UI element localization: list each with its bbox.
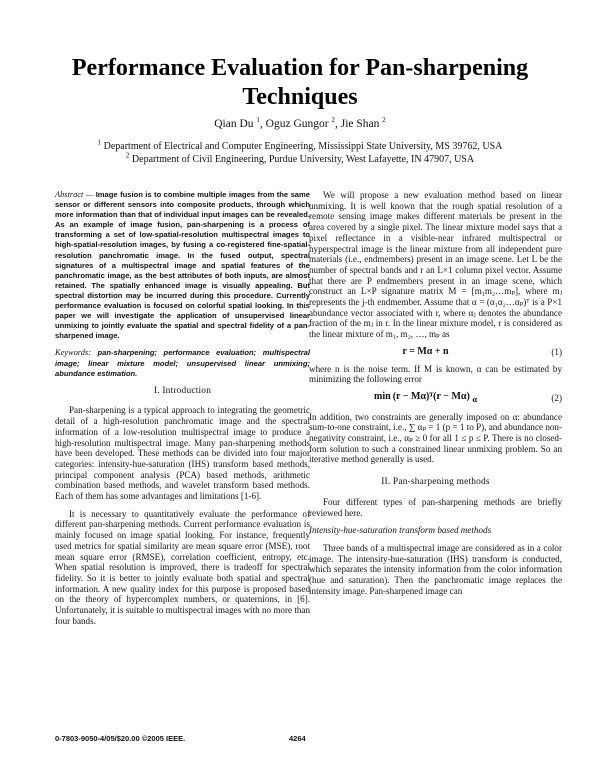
author-name: Oguz Gungor (265, 118, 329, 130)
left-column (55, 190, 310, 633)
paragraph: Four different types of pan-sharpening methods are briefly reviewed here. (309, 496, 562, 518)
right-column (309, 190, 562, 604)
author-name: Qian Du (214, 118, 254, 130)
equation-subscript: α (472, 394, 477, 404)
equation-number: (2) (551, 393, 562, 404)
title-line-1: Performance Evaluation for Pan-sharpening (71, 55, 529, 81)
author-affil-mark: 2 (382, 116, 386, 125)
paragraph: It is necessary to quantitatively evaluate the performance of different pan-sharpening methods. Current performance evaluation is mainly focused on image spatial looking. For instance, frequently used metrics for spatial similarity are mean square error (MSE), root mean square error (RMSE), correlation coefficient, entropy, etc. When spatial resolution is improved, there is tradeoff for spectral fidelity. So it is better to jointly evaluate both spatial and spectral information. A new quality index for this purpose is proposed based on the theory of hypercomplex numbers, or quaternions, in [6]. Unfortunately, it is suitable to multispectral images with no more than four bands. (55, 508, 310, 626)
paper-title (40, 54, 560, 112)
title-line-2: Techniques (242, 84, 358, 110)
paragraph: Three bands of a multispectral image are considered as in a color image. The intensity-hue-saturation (IHS) transform is conducted, which separates the intensity information from the color information (hue and saturation). Then the panchromatic image replaces the intensity image. Pan-sharpened image can (309, 542, 562, 596)
keywords (55, 348, 310, 378)
page-number: 4264 (289, 734, 306, 743)
affiliation-text: Department of Electrical and Computer Engineering, Mississippi State University, MS 39762, USA (103, 141, 503, 152)
affiliation-mark: 2 (125, 151, 130, 160)
copyright-footer: 0-7803-9050-4/05/$20.00 ©2005 IEEE. (55, 734, 186, 743)
keywords-lead: Keywords: (55, 348, 91, 358)
affiliation-text: Department of Civil Engineering, Purdue University, West Lafayette, IN 47907, USA (131, 154, 475, 165)
keywords-text: pan-sharpening; performance evaluation; multispectral image; linear mixture model; unsupervised linear unmixing; abundance estimation. (55, 348, 310, 378)
equation-number: (1) (551, 346, 562, 357)
affiliation-1 (30, 138, 570, 153)
author-name: Jie Shan (340, 118, 380, 130)
author-affil-mark: 1 (256, 116, 260, 125)
section-heading-methods: II. Pan-sharpening methods (381, 477, 490, 488)
abstract-text: Image fusion is to combine multiple images from the same sensor or different sensors into composite products, through which more information than that of individual input images can be revealed. As an example of image fusion, pan-sharpening is a process of transforming a set of low-spatial-resolution multispectral images to high-spatial-resolution images, by fusing a co-registered fine-spatial-resolution panchromatic image. In the fused output, spectral signatures of a multispectral image and spatial features of the panchromatic image, as the best attributes of both inputs, are almost retained. The spatially enhanced image is visually appealing. But spectral distortion may be incurred during this procedure. Currently performance evaluation is focused on colorful spatial looking. In this paper we will investigate the application of unsupervised linear unmixing to jointly evaluate the spatial and spectral fidelity of a pan-sharpened image. (55, 190, 310, 341)
equation-body: r = Mα + n (402, 345, 449, 357)
paragraph: Pan-sharpening is a typical approach to integrating the geometric detail of a high-resolution panchromatic image and the spectral information of a low-resolution multispectral image to produce a high-resolution multispectral image. Many pan-sharpening methods have been developed. These methods can be divided into four major categories: intensity-hue-saturation (IHS) transform based methods, principal component analysis (PCA) based methods, arithmetic combination based methods, and wavelet transform based methods. Each of them has some advantages and limitations [1-6]. (55, 405, 310, 502)
equation-1 (309, 347, 562, 358)
equation-2 (309, 392, 562, 406)
affiliation-2 (30, 151, 570, 166)
section-heading-introduction: I. Introduction (153, 385, 212, 396)
abstract (55, 190, 310, 341)
author-affil-mark: 2 (331, 116, 335, 125)
abstract-lead: Abstract — (55, 190, 94, 199)
author-list: Qian Du $^1$, Oguz Gungor $^2$, Jie Shan $^2$ (214, 116, 386, 130)
paragraph: In addition, two constraints are generally imposed on α: abundance sum-to-one constraint, i.e., ∑ αₚ = 1 (p = 1 to P), and abundance non-negativity constraint, i.e., αₚ ≥ 0 for all 1 ≤ p ≤ P. There is no closed-form solution to such a constrained linear unmixing problem. So an iterative method generally is used. (309, 411, 562, 465)
subsection-heading-ihs: Intensity-hue-saturation transform based methods (309, 525, 492, 536)
paragraph: where n is the noise term. If M is known, α can be estimated by minimizing the following error (309, 363, 562, 385)
equation-body (309, 392, 542, 406)
paragraph: We will propose a new evaluation method based on linear unmixing. It is well known that the rough spatial resolution of a remote sensing image makes different materials be present in the area covered by a single pixel. The linear mixture model says that a pixel reflectance in a visible-near infrared multispectral or hyperspectral image is the linear mixture from all independent pure materials (i.e., endmembers) present in an image scene. Let L be the number of spectral bands and r an L×1 column pixel vector. Assume that there are P endmembers present in an image scene, which construct an L×P signature matrix M = [m₁m₂…mₚ], where mⱼ represents the j-th endmember. Assume that α = (α₁α₂…αₚ)ᵀ is a P×1 abundance vector associated with r, where αⱼ denotes the abundance fraction of the mⱼ in r. In the linear mixture model, r is considered as the linear mixture of m₁, m₂, …, mₚ as (309, 190, 562, 340)
equation-main: min (r − Mα)ᵀ(r − Mα) (374, 390, 470, 402)
affiliation-mark: 1 (97, 138, 102, 147)
